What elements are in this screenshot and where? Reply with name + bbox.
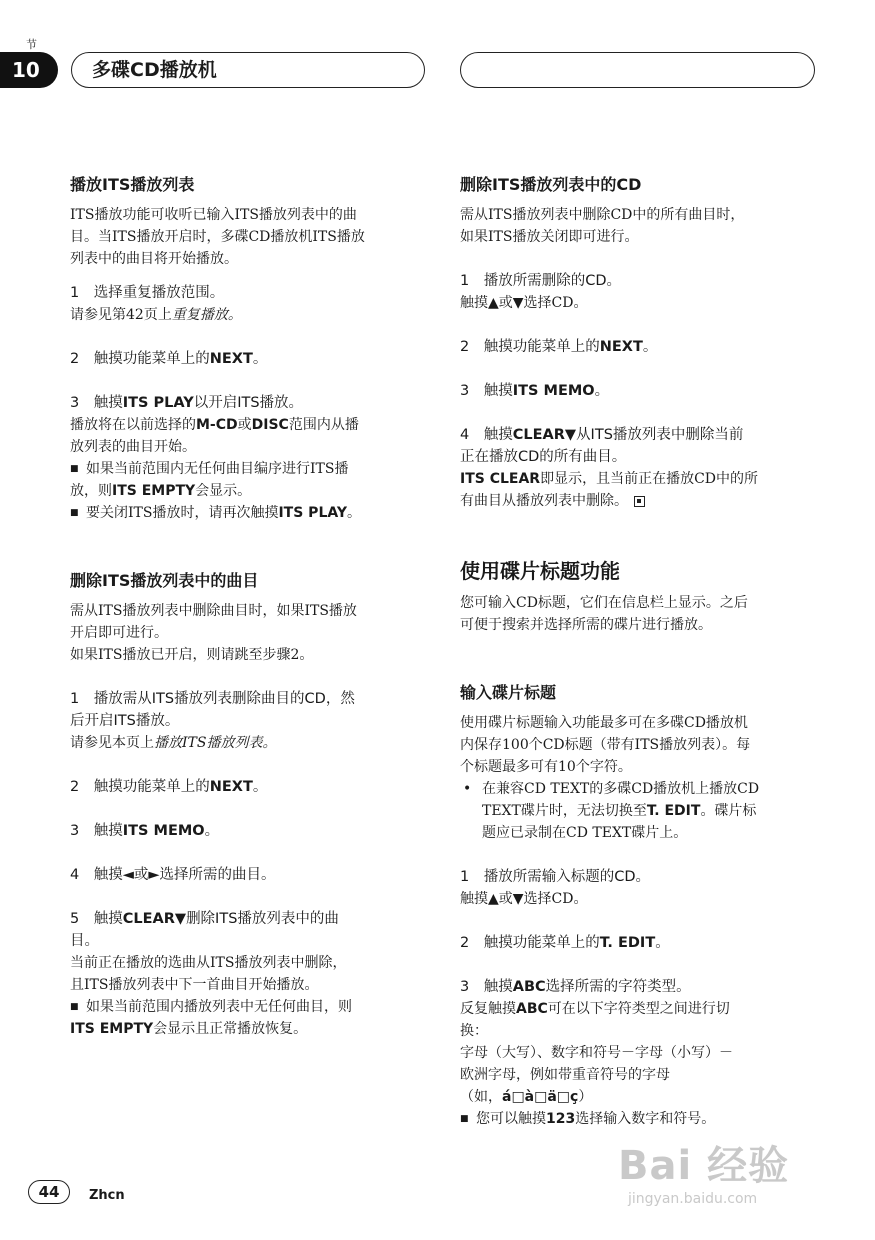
step-3-desc: （如，á□à□ä□ç）	[460, 1089, 593, 1105]
step-1: 1 播放需从ITS播放列表删除曲目的CD，然	[70, 691, 355, 707]
step-3-desc: 播放将在以前选择的M-CD或DISC范围内从播	[70, 417, 359, 433]
section-heading: 删除ITS播放列表中的曲目	[70, 571, 259, 590]
step-4-desc: 有曲目从播放列表中删除。	[460, 490, 815, 512]
note-item: ■ 您可以触摸123选择输入数字和符号。	[460, 1108, 815, 1130]
step-2: 2 触摸功能菜单上的NEXT。	[70, 779, 268, 795]
intro-line: 目。当ITS播放开启时，多碟CD播放机ITS播放	[70, 229, 365, 245]
step-2: 2 触摸功能菜单上的T. EDIT。	[460, 935, 670, 951]
section-number-tab: 10	[0, 52, 58, 88]
watermark-main: Bai 经验	[618, 1143, 790, 1189]
intro-line: 可便于搜索并选择所需的碟片进行播放。	[460, 617, 712, 633]
step-4: 4 触摸CLEAR▼从ITS播放列表中删除当前	[460, 427, 744, 443]
language-code: Zhcn	[89, 1188, 125, 1203]
page-number: 44	[28, 1180, 70, 1204]
step-1: 后开启ITS播放。	[70, 713, 180, 729]
bullet-item: • 在兼容CD TEXT的多碟CD播放机上播放CD TEXT碟片时，无法切换至T. EDIT。碟片标 题应已录制在CD TEXT碟片上。	[460, 778, 815, 844]
step-1: 1 选择重复播放范围。	[70, 285, 225, 301]
section-heading: 播放ITS播放列表	[70, 175, 195, 194]
intro-line: 使用碟片标题输入功能最多可在多碟CD播放机	[460, 715, 748, 731]
section-delete-cd-from-its	[460, 172, 815, 512]
intro-line: 如果ITS播放已开启，则请跳至步骤2。	[70, 647, 314, 663]
step-3-desc: 欧洲字母，例如带重音符号的字母	[460, 1067, 670, 1083]
section-heading: 删除ITS播放列表中的CD	[460, 175, 642, 194]
baidu-watermark-logo	[618, 1134, 789, 1207]
section-heading: 输入碟片标题	[460, 683, 557, 702]
section-enter-disc-title	[460, 680, 815, 1130]
step-1: 1 播放所需输入标题的CD。	[460, 869, 651, 885]
section-heading: 使用碟片标题功能	[460, 559, 620, 583]
note-item: ■ 要关闭ITS播放时，请再次触摸ITS PLAY。	[70, 502, 425, 524]
chapter-title-box-empty	[460, 52, 815, 88]
link-ref: 播放ITS播放列表。	[154, 735, 277, 751]
step-3-desc: 反复触摸ABC可在以下字符类型之间进行切	[460, 1001, 730, 1017]
intro-line: 开启即可进行。	[70, 625, 168, 641]
step-5: 目。	[70, 933, 99, 949]
section-label: 节	[26, 38, 37, 51]
step-3-desc: 换：	[460, 1023, 488, 1039]
intro-line: 内保存100个CD标题（带有ITS播放列表）。每	[460, 737, 751, 753]
intro-line: 需从ITS播放列表中删除曲目时，如果ITS播放	[70, 603, 357, 619]
step-1-desc: 请参见第42页上重复播放。	[70, 307, 242, 323]
step-1: 1 播放所需删除的CD。	[460, 273, 622, 289]
step-5: 5 触摸CLEAR▼删除ITS播放列表中的曲	[70, 911, 339, 927]
intro-line: 如果ITS播放关闭即可进行。	[460, 229, 639, 245]
section-disc-title-function	[460, 556, 815, 636]
step-3: 3 触摸ITS PLAY以开启ITS播放。	[70, 395, 304, 411]
end-mark-icon	[634, 496, 645, 507]
step-5-desc: 且ITS播放列表中下一首曲目开始播放。	[70, 977, 319, 993]
step-3-desc: 字母（大写）、数字和符号－字母（小写）－	[460, 1045, 733, 1061]
left-column	[70, 172, 425, 1040]
intro-line: 需从ITS播放列表中删除CD中的所有曲目时，	[460, 207, 745, 223]
intro-line: 个标题最多可有10个字符。	[460, 759, 632, 775]
watermark-url: jingyan.baidu.com	[628, 1191, 758, 1207]
intro-line: 列表中的曲目将开始播放。	[70, 251, 238, 267]
intro-line: 您可输入CD标题，它们在信息栏上显示。之后	[460, 595, 748, 611]
section-delete-track-from-its	[70, 568, 425, 1040]
right-column	[460, 172, 815, 1130]
step-3-desc: 放列表的曲目开始。	[70, 439, 196, 455]
step-5-desc: 当前正在播放的选曲从ITS播放列表中删除，	[70, 955, 347, 971]
intro-line: ITS播放功能可收听已输入ITS播放列表中的曲	[70, 207, 357, 223]
step-3: 3 触摸ITS MEMO。	[70, 823, 220, 839]
chapter-title: 多碟CD播放机	[71, 52, 425, 88]
step-1-desc: 触摸▲或▼选择CD。	[460, 891, 588, 907]
step-2: 2 触摸功能菜单上的NEXT。	[70, 351, 268, 367]
step-4-desc: ITS CLEAR即显示，且当前正在播放CD中的所	[460, 471, 759, 487]
step-4: 4 触摸◄或►选择所需的曲目。	[70, 867, 276, 883]
step-2: 2 触摸功能菜单上的NEXT。	[460, 339, 658, 355]
step-3: 3 触摸ABC选择所需的字符类型。	[460, 979, 691, 995]
step-4: 正在播放CD的所有曲目。	[460, 449, 627, 465]
note-item: ■ 如果当前范围内无任何曲目编序进行ITS播 放，则ITS EMPTY会显示。	[70, 458, 425, 502]
step-1-desc: 请参见本页上播放ITS播放列表。	[70, 735, 277, 751]
note-item: ■ 如果当前范围内播放列表中无任何曲目，则 ITS EMPTY会显示且正常播放恢复。	[70, 996, 425, 1040]
section-play-its-playlist	[70, 172, 425, 524]
step-3: 3 触摸ITS MEMO。	[460, 383, 610, 399]
step-1-desc: 触摸▲或▼选择CD。	[460, 295, 588, 311]
link-ref: 重复播放。	[171, 307, 242, 323]
